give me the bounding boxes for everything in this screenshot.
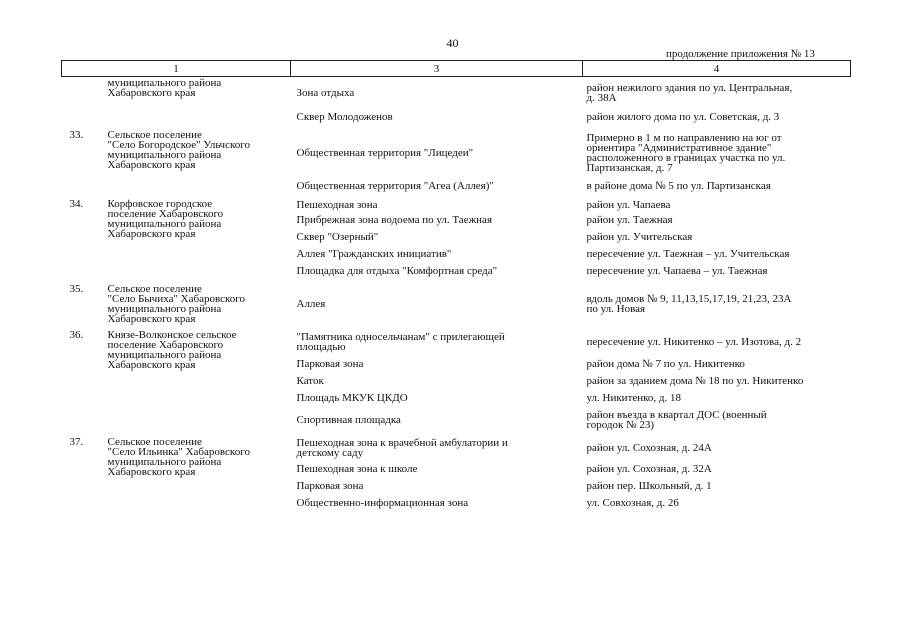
table-header-row	[62, 61, 851, 77]
column-header-3: 3	[291, 61, 583, 77]
territory-name: Пешеходная зона к школе	[296, 463, 418, 475]
table-row	[62, 326, 851, 356]
territory-address: пересечение ул. Чапаева – ул. Таежная	[586, 265, 768, 277]
territory-address: район дома № 7 по ул. Никитенко	[586, 358, 745, 370]
row-number: 33.	[69, 128, 84, 141]
territory-address: район ул. Сохозная, д. 24А	[586, 442, 712, 454]
territory-address: Примерно в 1 м по направлению на юг от ориентира "Административное здание" расположенного в границах участка по ул. Партизанская, д. 7	[586, 132, 786, 174]
territory-name: Сквер Молодоженов	[296, 111, 393, 123]
territory-name: Пешеходная зона к врачебной амбулатории и детскому саду	[296, 437, 508, 459]
table-row	[62, 126, 851, 178]
municipality-name: Сельское поселение "Село Ильинка" Хабаровского муниципального района Хабаровского края	[107, 435, 250, 478]
territory-name: Аллея "Гражданских инициатив"	[296, 248, 452, 260]
continuation-label: продолжение приложения № 13	[666, 48, 815, 60]
row-number: 34.	[69, 197, 84, 210]
table-body	[62, 77, 851, 512]
municipality-name: Сельское поселение "Село Богородское" Ульчского муниципального района Хабаровского края	[107, 128, 250, 171]
territory-name: Парковая зона	[296, 480, 364, 492]
municipality-cell	[62, 126, 291, 195]
page-number: 40	[446, 36, 459, 50]
row-number: 36.	[69, 328, 84, 341]
territory-address: пересечение ул. Никитенко – ул. Изотова, д. 2	[586, 336, 802, 348]
municipality-cell	[62, 433, 291, 512]
territory-name: Общественно-информационная зона	[296, 497, 469, 509]
territory-address: район ул. Сохозная, д. 32А	[586, 463, 712, 475]
municipality-name: Корфовское городское поселение Хабаровского муниципального района Хабаровского края	[107, 197, 224, 240]
territory-name: Площадка для отдыха "Комфортная среда"	[296, 265, 498, 277]
territory-name: Пешеходная зона	[296, 198, 378, 211]
table-row	[62, 433, 851, 461]
municipality-cell	[62, 195, 291, 280]
municipality-name: Сельское поселение "Село Бычиха" Хабаровского муниципального района Хабаровского края	[107, 282, 246, 325]
territory-address: ул. Никитенко, д. 18	[586, 392, 682, 404]
territory-name: "Памятника односельчанам" с прилегающей площадью	[296, 331, 505, 353]
territory-address: пересечение ул. Таежная – ул. Учительская	[586, 248, 790, 260]
territory-name: Каток	[296, 375, 324, 387]
territory-address: в районе дома № 5 по ул. Партизанская	[586, 180, 771, 192]
municipality-cell	[62, 326, 291, 433]
row-number: 37.	[69, 435, 84, 448]
territory-name: Парковая зона	[296, 358, 364, 370]
municipality-cell	[62, 77, 291, 126]
territory-address: район ул. Таежная	[586, 214, 673, 226]
municipality-name: Князе-Волконское сельское поселение Хабаровского муниципального района Хабаровского края	[107, 328, 237, 371]
territory-address: ул. Совхозная, д. 26	[586, 497, 679, 509]
territory-address: район въезда в квартал ДОС (военный городок № 23)	[586, 408, 767, 431]
territory-name: Общественная территория "Агеа (Аллея)"	[296, 180, 494, 192]
territory-name: Аллея	[296, 298, 326, 310]
territory-address: район нежилого здания по ул. Центральная, д. 38А	[586, 81, 793, 104]
column-header-4: 4	[583, 61, 851, 77]
territory-address: район жилого дома по ул. Советская, д. 3	[586, 111, 780, 123]
territory-name: Спортивная площадка	[296, 413, 401, 426]
territory-address: вдоль домов № 9, 11,13,15,17,19, 21,23, 23А по ул. Новая	[586, 293, 792, 315]
territory-address: район ул. Учительская	[586, 231, 693, 243]
territory-address: район ул. Чапаева	[586, 198, 671, 211]
territory-name: Зона отдыха	[296, 86, 355, 99]
table-row	[62, 195, 851, 212]
territory-name: Площадь МКУК ЦКДО	[296, 392, 408, 404]
table-row	[62, 280, 851, 326]
territory-name: Общественная территория "Лицедеи"	[296, 147, 474, 159]
table-row	[62, 77, 851, 109]
territories-table	[61, 60, 851, 512]
territory-address: район пер. Школьный, д. 1	[586, 480, 712, 492]
territory-address: район за зданием дома № 18 по ул. Никитенко	[586, 375, 804, 387]
territory-name: Сквер "Озерный"	[296, 231, 379, 243]
territory-name: Прибрежная зона водоема по ул. Таежная	[296, 214, 493, 226]
row-number	[66, 78, 108, 98]
column-header-1: 1	[62, 61, 291, 77]
municipality-cell	[62, 280, 291, 326]
row-number: 35.	[69, 282, 84, 295]
municipality-name: муниципального района Хабаровского края	[107, 77, 222, 99]
